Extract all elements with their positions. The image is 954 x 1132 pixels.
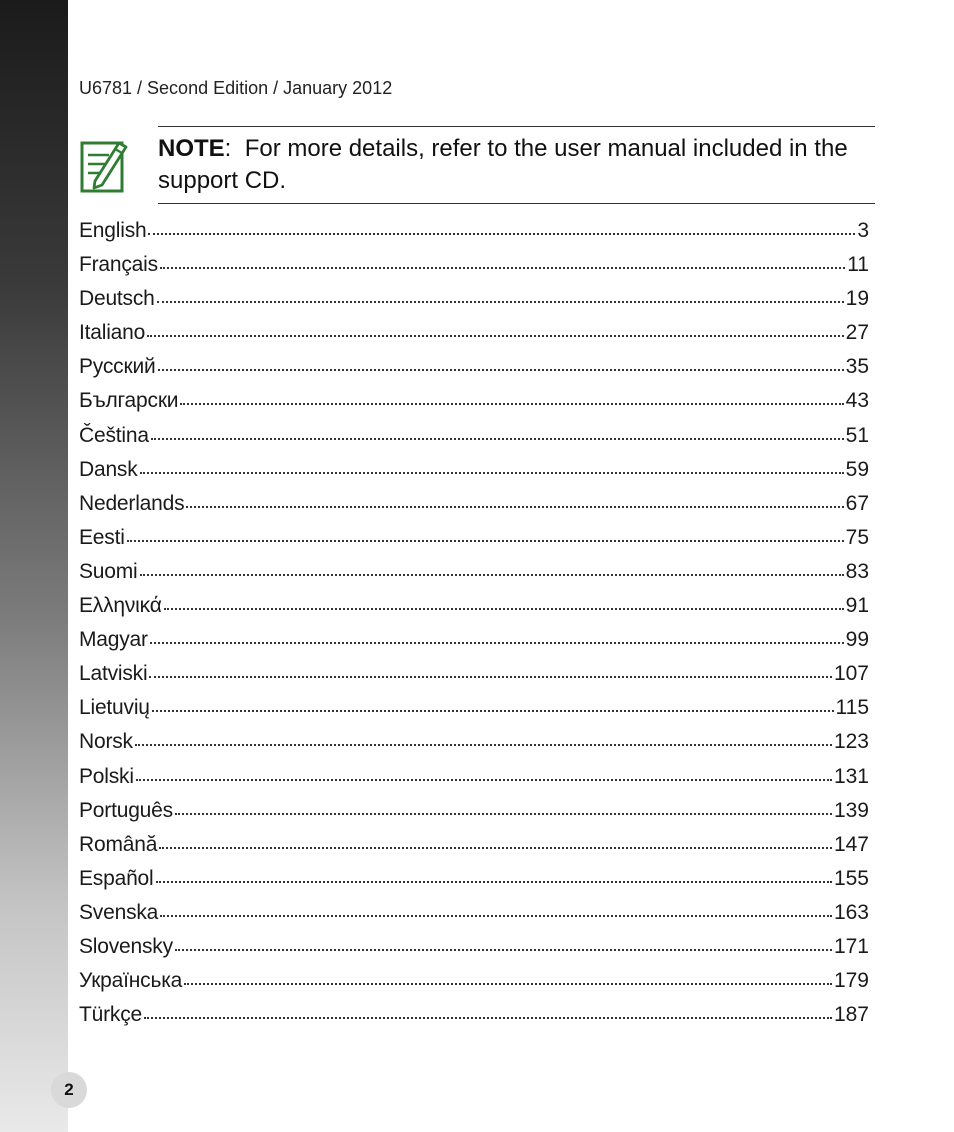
toc-entry[interactable] — [79, 287, 869, 321]
toc-page-number: 179 — [833, 969, 869, 993]
toc-entry[interactable] — [79, 458, 869, 492]
toc-language: Italiano — [79, 321, 146, 345]
toc-leader-dots — [158, 369, 844, 371]
toc-entry[interactable] — [79, 765, 869, 799]
note-pencil-icon — [79, 137, 129, 195]
toc-leader-dots — [140, 472, 844, 474]
note-body: For more details, refer to the user manual included in the support CD. — [158, 135, 848, 194]
toc-page-number: 123 — [833, 730, 869, 754]
toc-entry[interactable] — [79, 867, 869, 901]
toc-language: Latviski — [79, 662, 148, 686]
toc-entry[interactable] — [79, 969, 869, 1003]
toc-page-number: 67 — [845, 491, 869, 515]
toc-entry[interactable] — [79, 355, 869, 389]
toc-language: Türkçe — [79, 1003, 142, 1027]
page-number-badge: 2 — [51, 1072, 87, 1108]
toc-leader-dots — [147, 335, 844, 337]
toc-entry[interactable] — [79, 1003, 869, 1037]
toc-language: Українська — [79, 969, 183, 993]
toc-entry[interactable] — [79, 594, 869, 628]
toc-leader-dots — [160, 915, 832, 917]
toc-language: Čeština — [79, 423, 149, 447]
side-gradient-bar — [0, 0, 68, 1132]
toc-leader-dots — [160, 267, 845, 269]
toc-leader-dots — [148, 233, 855, 235]
toc-entry[interactable] — [79, 628, 869, 662]
toc-entry[interactable] — [79, 389, 869, 423]
toc-language: Română — [79, 832, 158, 856]
toc-language: Deutsch — [79, 287, 155, 311]
toc-leader-dots — [164, 608, 844, 610]
toc-page-number: 59 — [845, 457, 869, 481]
toc-language: Português — [79, 798, 173, 822]
toc-entry[interactable] — [79, 253, 869, 287]
edition-line: U6781 / Second Edition / January 2012 — [79, 78, 393, 98]
toc-page-number: 107 — [833, 662, 869, 686]
toc-leader-dots — [157, 301, 844, 303]
toc-leader-dots — [152, 710, 834, 712]
toc-language: Eesti — [79, 525, 125, 549]
toc-page-number: 3 — [857, 219, 869, 242]
toc-leader-dots — [149, 676, 832, 678]
toc-page-number: 147 — [833, 832, 869, 856]
toc-entry[interactable] — [79, 730, 869, 764]
note-label: NOTE — [158, 135, 225, 162]
toc-language: Suomi — [79, 559, 138, 583]
toc-language: Русский — [79, 355, 156, 379]
toc-entry[interactable] — [79, 321, 869, 355]
note-separator: : — [224, 135, 232, 162]
toc-leader-dots — [150, 642, 844, 644]
toc-leader-dots — [135, 744, 832, 746]
toc-leader-dots — [186, 506, 843, 508]
toc-leader-dots — [136, 779, 832, 781]
toc-entry[interactable] — [79, 799, 869, 833]
toc-page-number: 139 — [833, 798, 869, 822]
toc-language: Svenska — [79, 900, 159, 924]
toc-page-number: 91 — [845, 594, 869, 618]
toc-language: Lietuvių — [79, 696, 150, 720]
toc-page-number: 155 — [833, 866, 869, 890]
toc-leader-dots — [159, 847, 832, 849]
toc-page-number: 163 — [833, 900, 869, 924]
toc-page-number: 99 — [845, 628, 869, 652]
toc-page-number: 43 — [845, 389, 869, 413]
toc-language: English — [79, 219, 147, 242]
toc-language: Français — [79, 253, 158, 277]
toc-language: Polski — [79, 764, 134, 788]
toc-page-number: 35 — [845, 355, 869, 379]
toc-leader-dots — [144, 1017, 832, 1019]
toc-leader-dots — [175, 813, 832, 815]
note-text — [158, 133, 870, 197]
toc-leader-dots — [127, 540, 844, 542]
toc-language: Ελληνικά — [79, 594, 162, 618]
toc-page-number: 171 — [833, 934, 869, 958]
toc-page-number: 115 — [835, 696, 869, 720]
toc-language: Dansk — [79, 457, 138, 481]
toc-page-number: 75 — [845, 525, 869, 549]
toc-leader-dots — [184, 983, 832, 985]
toc-leader-dots — [151, 438, 844, 440]
toc-entry[interactable] — [79, 662, 869, 696]
toc-leader-dots — [180, 403, 843, 405]
toc-language: Norsk — [79, 730, 133, 754]
toc-leader-dots — [175, 949, 832, 951]
toc-page-number: 131 — [833, 764, 869, 788]
toc-entry[interactable] — [79, 901, 869, 935]
toc-entry[interactable] — [79, 833, 869, 867]
toc-language: Nederlands — [79, 491, 185, 515]
toc-entry[interactable] — [79, 560, 869, 594]
toc-entry[interactable] — [79, 696, 869, 730]
toc-page-number: 51 — [845, 423, 869, 447]
toc-page-number: 187 — [833, 1003, 869, 1027]
toc-language: Magyar — [79, 628, 148, 652]
toc-language: Български — [79, 389, 179, 413]
toc-entry[interactable] — [79, 935, 869, 969]
toc-language: Slovensky — [79, 934, 173, 958]
table-of-contents — [79, 219, 869, 1037]
toc-leader-dots — [140, 574, 844, 576]
toc-page-number: 83 — [845, 559, 869, 583]
toc-entry[interactable] — [79, 219, 869, 253]
toc-entry[interactable] — [79, 526, 869, 560]
toc-page-number: 27 — [845, 321, 869, 345]
toc-page-number: 11 — [847, 253, 869, 277]
toc-page-number: 19 — [845, 287, 869, 311]
toc-leader-dots — [156, 881, 832, 883]
toc-entry[interactable] — [79, 424, 869, 458]
toc-entry[interactable] — [79, 492, 869, 526]
toc-language: Español — [79, 866, 154, 890]
